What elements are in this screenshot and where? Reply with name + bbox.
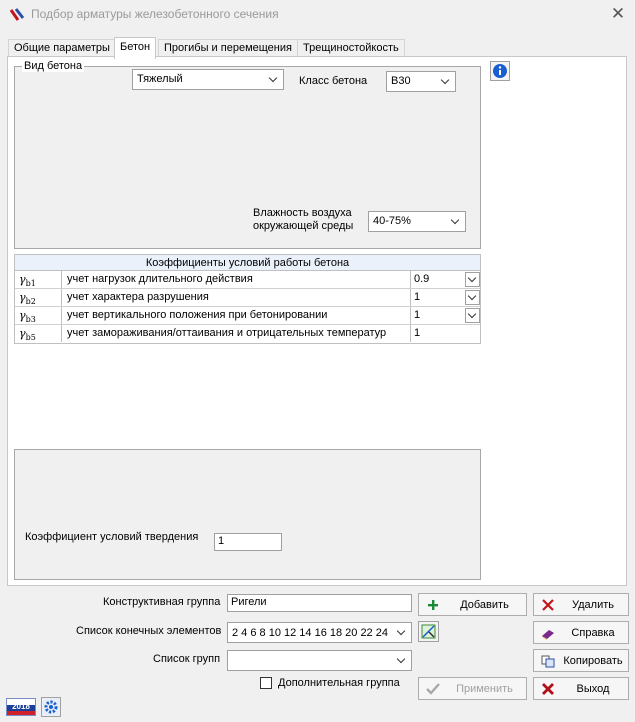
app-icon (9, 7, 25, 23)
elements-list-value: 2 4 6 8 10 12 14 16 18 20 22 24 (232, 627, 388, 639)
coef-description: учет нагрузок длительного действия (63, 271, 411, 288)
concrete-class-label: Класс бетона (299, 75, 368, 87)
tab-bar (0, 37, 635, 57)
delete-button[interactable]: Удалить (533, 593, 629, 616)
exit-button[interactable]: Выход (533, 677, 629, 700)
coef-value-cell[interactable]: 1 (414, 327, 421, 339)
close-icon[interactable]: ✕ (610, 4, 626, 23)
coef-description: учет характера разрушения (63, 289, 411, 306)
concrete-type-select[interactable] (132, 69, 284, 90)
chevron-down-icon[interactable] (465, 308, 480, 323)
gear-icon (42, 698, 60, 716)
coef-description: учет замораживания/оттаивания и отрицательных температур (63, 325, 411, 342)
chevron-down-icon[interactable] (465, 272, 480, 287)
checkmark-icon (425, 681, 441, 697)
pick-elements-icon (419, 622, 438, 641)
construct-group-label: Конструктивная группа (103, 596, 221, 608)
concrete-type-group-label: Вид бетона (24, 60, 83, 72)
coef-symbol: $\gamma_{b3}$ (15, 307, 62, 324)
add-button[interactable]: Добавить (418, 593, 527, 616)
humidity-select[interactable] (368, 211, 466, 232)
tab-concrete[interactable]: Бетон (114, 37, 156, 59)
additional-group-label: Дополнительная группа (278, 677, 400, 689)
humidity-value: 40-75% (373, 215, 411, 227)
chevron-down-icon (441, 76, 451, 86)
table-row (15, 271, 480, 289)
tab-deflections[interactable]: Прогибы и перемещения (158, 39, 298, 57)
groups-list-select[interactable] (227, 650, 412, 671)
coef-symbol: $\gamma_{b2}$ (15, 289, 62, 306)
coef-value-cell[interactable]: 1 (412, 307, 480, 324)
hardening-group (14, 449, 481, 580)
copy-button[interactable]: Копировать (533, 649, 629, 672)
table-row (15, 325, 480, 343)
plus-icon (425, 597, 441, 613)
coef-value-cell[interactable]: 0.9 (412, 271, 480, 288)
exit-icon (540, 681, 556, 697)
coef-table (14, 254, 481, 344)
close-icon (540, 597, 556, 613)
pick-elements-button[interactable] (418, 621, 439, 642)
chevron-down-icon (397, 627, 407, 637)
help-button[interactable]: Справка (533, 621, 629, 644)
chevron-down-icon (397, 655, 407, 665)
coef-value-cell[interactable]: 1 (412, 289, 480, 306)
construct-group-input[interactable]: Ригели (227, 594, 412, 612)
elements-list-label: Список конечных элементов (76, 625, 222, 637)
groups-list-label: Список групп (153, 653, 221, 665)
info-button[interactable] (490, 61, 510, 81)
concrete-class-select[interactable] (386, 71, 456, 92)
book-icon (540, 625, 556, 641)
chevron-down-icon (451, 216, 461, 226)
concrete-type-value: Тяжелый (137, 73, 183, 85)
elements-list-select[interactable] (227, 622, 412, 643)
window-title: Подбор арматуры железобетонного сечения (31, 7, 279, 21)
coef-symbol: $\gamma_{b5}$ (15, 325, 62, 342)
coef-description: учет вертикального положения при бетонировании (63, 307, 411, 324)
chevron-down-icon[interactable] (465, 290, 480, 305)
tab-general[interactable]: Общие параметры (8, 39, 116, 57)
additional-group-checkbox[interactable] (260, 677, 272, 689)
hardening-label: Коэффициент условий твердения (25, 531, 199, 543)
table-row (15, 289, 480, 307)
table-row (15, 307, 480, 325)
coef-symbol: $\gamma_{b1}$ (15, 271, 62, 288)
apply-button[interactable]: Применить (418, 677, 527, 700)
chevron-down-icon (269, 74, 279, 84)
version-badge: 2018 (6, 698, 36, 716)
hardening-input[interactable]: 1 (214, 533, 282, 551)
coef-table-header: Коэффициенты условий работы бетона (15, 255, 480, 271)
tab-crack-resistance[interactable]: Трещиностойкость (297, 39, 405, 57)
settings-button[interactable] (41, 697, 61, 717)
concrete-class-value: B30 (391, 75, 411, 87)
info-icon (491, 62, 509, 80)
humidity-label: Влажность воздуха окружающей среды (253, 207, 354, 232)
copy-icon (540, 653, 556, 669)
